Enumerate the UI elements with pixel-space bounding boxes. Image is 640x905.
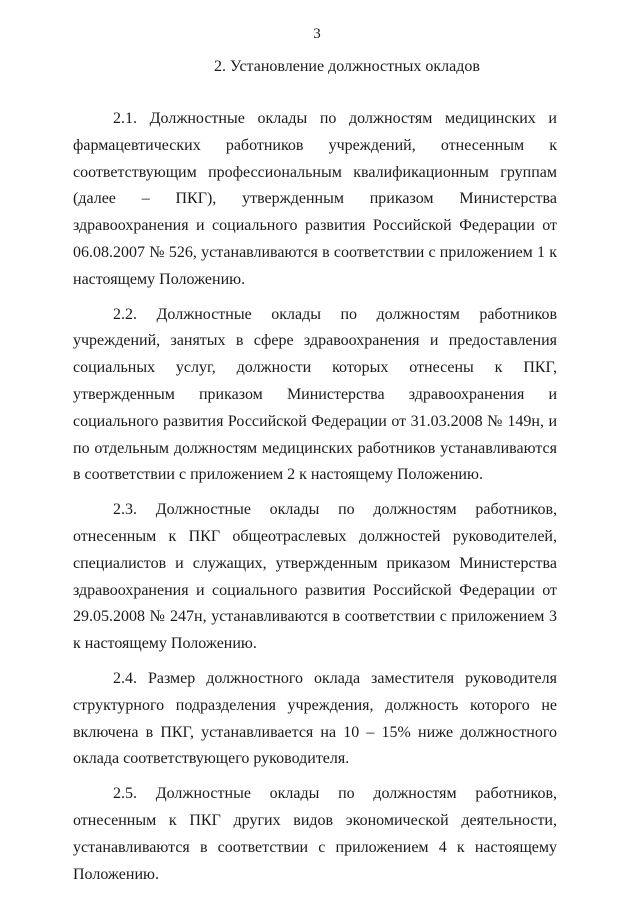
paragraph-2-5: 2.5. Должностные оклады по должностям работников, отнесенным к ПКГ других видов экономической деятельности, устанавливаются в соответствии с приложением 4 к настоящему Положению. <box>73 785 557 883</box>
paragraph-2-1: 2.1. Должностные оклады по должностям медицинских и фармацевтических работников учреждений, отнесенным к соответствующим профессиональным квалификационным группам (далее – ПКГ), утвержденным приказом Министерства здравоохранения и социального развития Российской Федерации от 06.08.2007 № 526, устанавливаются в соответствии с приложением 1 к настоящему Положению. <box>73 110 557 288</box>
paragraph-2-4: 2.4. Размер должностного оклада заместителя руководителя структурного подразделения учреждения, должность которого не включена в ПКГ, устанавливается на 10 – 15% ниже должностного оклада соответствующего руководителя. <box>73 669 557 768</box>
document-body <box>73 106 557 888</box>
paragraph-2-2: 2.2. Должностные оклады по должностям работников учреждений, занятых в сфере здравоохранения и предоставления социальных услуг, должности которых отнесены к ПКГ, утвержденным приказом Министерства здравоохранения и социального развития Российской Федерации от 31.03.2008 № 149н, и по отдельным должностям медицинских работников устанавливаются в соответствии с приложением 2 к настоящему Положению. <box>73 305 557 484</box>
page-number: 3 <box>313 26 321 42</box>
paragraph-2-3: 2.3. Должностные оклады по должностям работников, отнесенным к ПКГ общеотраслевых должностей руководителей, специалистов и служащих, утвержденным приказом Министерства здравоохранения и социального развития Российской Федерации от 29.05.2008 № 247н, устанавливаются в соответствии с приложением 3 к настоящему Положению. <box>73 501 557 653</box>
section-title: 2. Установление должностных окладов <box>214 58 480 75</box>
